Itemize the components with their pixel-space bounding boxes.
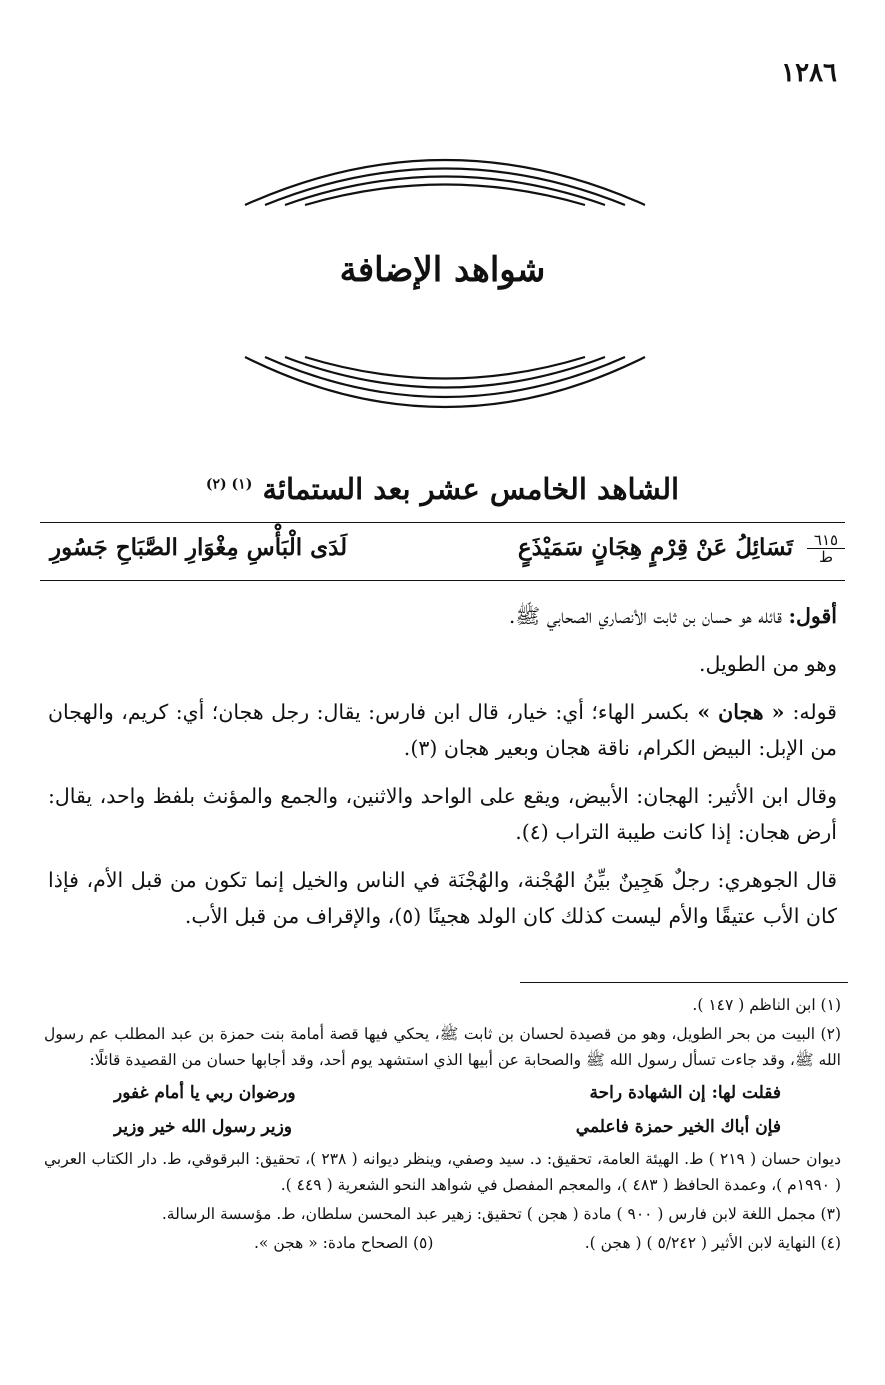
bottom-ornament-arcs <box>240 352 650 422</box>
paragraph-hijan <box>48 694 837 766</box>
footnote-4: (٤) النهاية لابن الأثير ( ٥/٢٤٢ ) ( هجن ). <box>584 1234 841 1252</box>
poem-line-2-second: وزير رسول الله خير وزير <box>114 1117 292 1137</box>
paragraph-hijan-term: « هجان » <box>689 700 793 724</box>
verse-top-rule <box>40 522 845 523</box>
footnote-2: (٢) البيت من بحر الطويل، وهو من قصيدة لحسان بن ثابت ﷺ، يحكي فيها قصة أمامة بنت حمزة بن عبد المطلب عم رسول الله ﷺ، وقد جاءت تسأل رسول الله ﷺ والصحابة عن أبيها الذي استشهد يوم أحد، وقد أجابها حسان من القصيدة قائلًا: <box>44 1025 841 1069</box>
commentary-body <box>48 598 837 946</box>
footnote-row-4-5 <box>44 1230 841 1256</box>
footnote-2-continuation: ديوان حسان ( ٢١٩ ) ط. الهيئة العامة، تحقيق: د. سيد وصفي، وينظر ديوانه ( ٢٣٨ )، تحقيق: البرقوقي، ط. دار الكتاب العربي ( ١٩٩٠م )، وعمدة الحافظ ( ٤٨٣ )، والمعجم المفصل في شواهد النحو الشعرية ( ٤٤٩ ). <box>44 1150 841 1194</box>
verse-bottom-rule <box>40 580 845 581</box>
poem-line-2 <box>44 1110 841 1144</box>
footnote-5: (٥) الصحاح مادة: « هجن ». <box>254 1234 434 1252</box>
footnotes <box>44 992 841 1256</box>
poem-line-2-first: فإن أباك الخير حمزة فاعلمي <box>575 1117 781 1137</box>
verse-first-hemistich: تَسَائِلُ عَنْ قِرْمٍ هِجَانٍ سَمَيْذَعٍ <box>517 534 793 561</box>
poem-line-1-first: فقلت لها: إن الشهادة راحة <box>589 1083 781 1103</box>
paragraph-author-label: أقول: <box>788 604 837 628</box>
shahid-title-text: الشاهد الخامس عشر بعد الستمائة <box>262 472 680 506</box>
footnote-poem <box>44 1076 841 1144</box>
verse-row <box>40 530 845 580</box>
verse-number <box>807 532 845 565</box>
paragraph-author <box>48 598 837 634</box>
verse-number-value: ٦١٥ <box>807 532 845 549</box>
poem-line-1-second: ورضوان ربي يا أمام غفور <box>114 1083 296 1103</box>
top-ornament-arcs <box>240 150 650 210</box>
page-number: ١٢٨٦ <box>781 58 837 88</box>
paragraph-hijan-label: قوله: <box>792 700 837 724</box>
paragraph-ibn-athir: وقال ابن الأثير: الهجان: الأبيض، ويقع على الواحد والاثنين، والجمع والمؤنث بلفظ واحد، يقال: أرض هجان: إذا كانت طيبة التراب (٤). <box>48 784 837 844</box>
paragraph-meter: وهو من الطويل. <box>698 652 837 676</box>
paragraph-jawhari: قال الجوهري: رجلٌ هَجِينٌ بيِّنُ الهُجْنة، والهُجْنَة في الناس والخيل إنما تكون من قبل الأم، فإذا كان الأب عتيقًا والأم ليست كذلك كان الولد هجينًا (٥)، والإقراف من قبل الأب. <box>48 868 837 928</box>
paragraph-hijan-text: بكسر الهاء؛ أي: خيار، قال ابن فارس: يقال: رجل هجان؛ أي: كريم، والهجان من الإبل: البيض الكرام، ناقة هجان وبعير هجان (٣). <box>48 700 837 760</box>
shahid-title <box>0 472 885 506</box>
shahid-footnote-ref: (١) (٢) <box>205 476 253 493</box>
footnote-3: (٣) مجمل اللغة لابن فارس ( ٩٠٠ ) مادة ( هجن ) تحقيق: زهير عبد المحسن سلطان، ط. مؤسسة الرسالة. <box>161 1205 841 1223</box>
footnote-1: (١) ابن الناظم ( ١٤٧ ). <box>692 996 841 1014</box>
verse-second-hemistich: لَدَى الْبَأْسِ مِغْوَارِ الصَّبَاحِ جَسُورِ <box>50 534 348 561</box>
paragraph-author-text: قائله هو حسان بن ثابت الأنصاري الصحابي ﷺ. <box>508 604 789 628</box>
footnote-separator <box>520 982 848 983</box>
chapter-title: شواهد الإضافة <box>339 250 546 290</box>
poem-line-1 <box>44 1076 841 1110</box>
verse-meter-mark: ط <box>819 548 833 566</box>
